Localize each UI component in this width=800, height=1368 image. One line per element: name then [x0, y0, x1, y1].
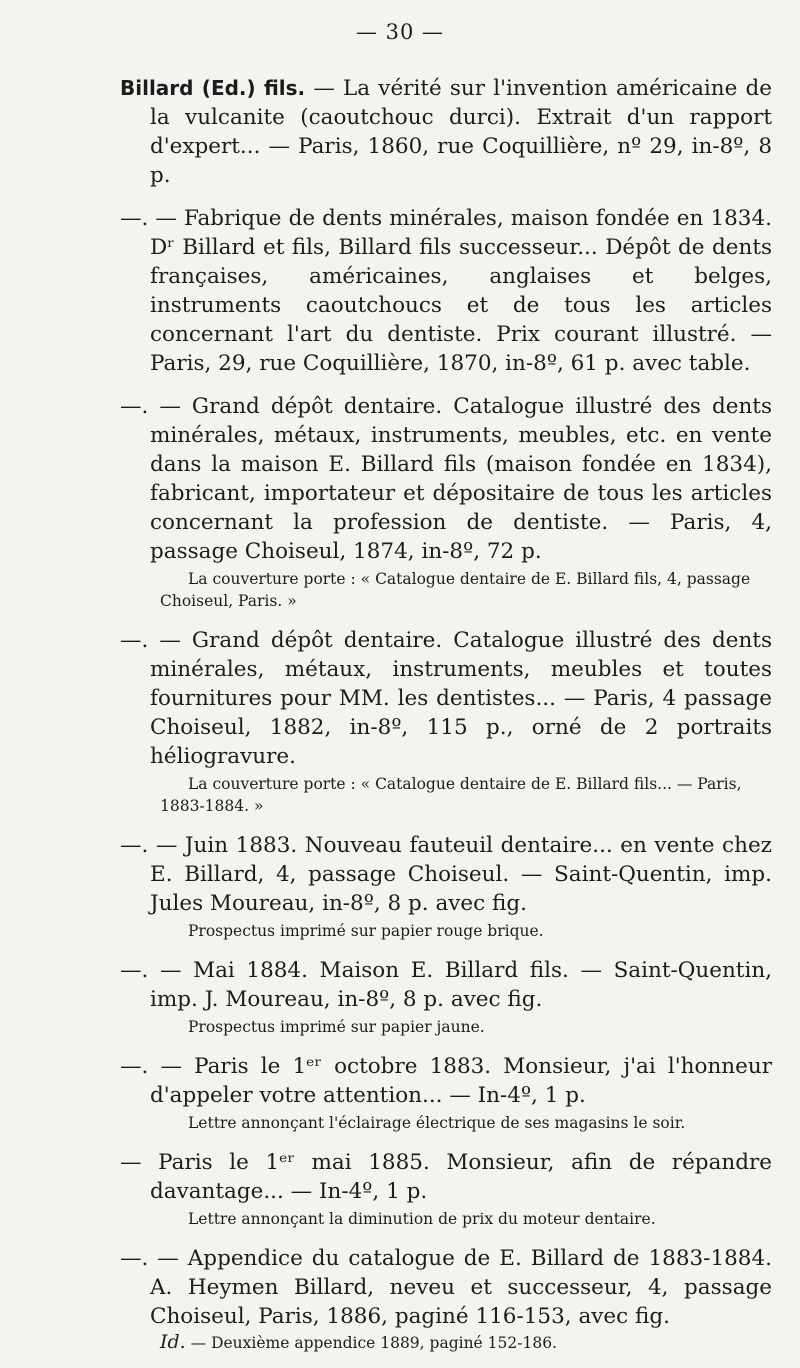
bibliography-entry	[120, 392, 772, 612]
entry-text: —. — Juin 1883. Nouveau fauteuil dentaire... en vente chez E. Billard, 4, passage Choiseul. — Saint-Quentin, imp. Jules Moureau, in-8º, 8 p. avec fig.	[120, 833, 772, 916]
entry-note: Lettre annonçant la diminution de prix du moteur dentaire.	[188, 1210, 656, 1228]
entry-text	[120, 74, 772, 190]
entry-text: —. — Fabrique de dents minérales, maison fondée en 1834. Dʳ Billard et fils, Billard fils successeur... Dépôt de dents françaises, américaines, anglaises et belges, instruments caoutchoucs et de tous les articles concernant l'art du dentiste. Prix courant illustré. — Paris, 29, rue Coquillière, 1870, in-8º, 61 p. avec table.	[120, 206, 772, 376]
entry-note: Lettre annonçant l'éclairage électrique de ses magasins le soir.	[188, 1114, 686, 1132]
bibliography-entry	[120, 956, 772, 1038]
bibliography-entry	[120, 1244, 772, 1354]
entry-note: Prospectus imprimé sur papier rouge brique.	[188, 922, 544, 940]
bibliography-entry	[120, 74, 772, 190]
entry-text: —. — Grand dépôt dentaire. Catalogue illustré des dents minérales, métaux, instruments, meubles et toutes fournitures pour MM. les dentistes... — Paris, 4 passage Choiseul, 1882, in-8º, 115 p., orné de 2 portraits héliogravure.	[120, 628, 772, 769]
entry-text: —. — Paris le 1ᵉʳ octobre 1883. Monsieur, j'ai l'honneur d'appeler votre attention... — In-4º, 1 p.	[120, 1054, 772, 1108]
entry-description: — La vérité sur l'invention américaine de la vulcanite (caoutchouc durci). Extrait d'un rapport d'expert... — Paris, 1860, rue Coquillière, nº 29, in-8º, 8 p.	[150, 76, 773, 188]
entry-text: — Paris le 1ᵉʳ mai 1885. Monsieur, afin de répandre davantage... — In-4º, 1 p.	[120, 1150, 772, 1204]
entry-note: La couverture porte : « Catalogue dentaire de E. Billard fils... — Paris, 1883-1884. »	[160, 775, 742, 815]
bibliography-entry	[120, 204, 772, 378]
addendum-text: — Deuxième appendice 1889, paginé 152-186.	[185, 1334, 557, 1352]
entry-text: —. — Grand dépôt dentaire. Catalogue illustré des dents minérales, métaux, instruments, meubles, etc. en vente dans la maison E. Billard fils (maison fondée en 1834), fabricant, importateur et dépositaire de tous les articles concernant la profession de dentiste. — Paris, 4, passage Choiseul, 1874, in-8º, 72 p.	[120, 394, 772, 564]
bibliography-entry	[120, 1052, 772, 1134]
bibliography-entry	[120, 626, 772, 817]
bibliography-entries	[120, 74, 772, 1368]
entry-note: Prospectus imprimé sur papier jaune.	[188, 1018, 485, 1036]
page-number: — 30 —	[355, 20, 445, 44]
bibliography-entry	[120, 831, 772, 942]
bibliography-entry	[120, 1148, 772, 1230]
entry-text: —. — Appendice du catalogue de E. Billard de 1883-1884. A. Heymen Billard, neveu et successeur, 4, passage Choiseul, Paris, 1886, paginé 116-153, avec fig.	[120, 1246, 772, 1329]
entry-addendum	[120, 1331, 772, 1354]
entry-note: La couverture porte : « Catalogue dentaire de E. Billard fils, 4, passage Choiseul, Paris. »	[160, 570, 751, 610]
entry-author: Billard (Ed.) fils.	[120, 76, 306, 100]
entry-text: —. — Mai 1884. Maison E. Billard fils. — Saint-Quentin, imp. J. Moureau, in-8º, 8 p. avec fig.	[120, 958, 772, 1012]
ibid-marker: Id.	[160, 1331, 186, 1353]
